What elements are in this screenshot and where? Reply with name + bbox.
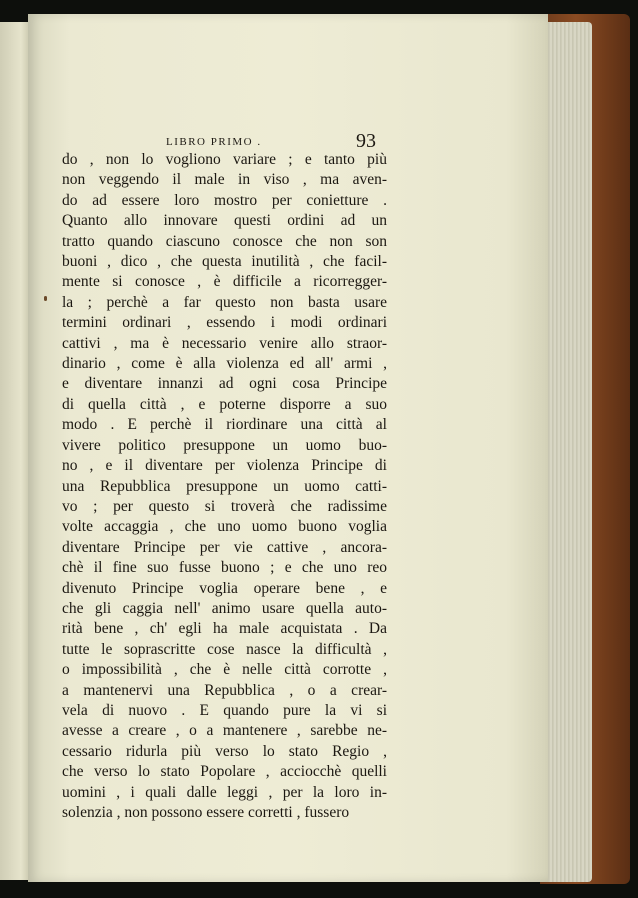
text-line: modo . E perchè il riordinare una città al	[62, 416, 387, 434]
text-line: cessario ridurla più verso lo stato Regio ,	[62, 742, 387, 760]
running-title: LIBRO PRIMO .	[166, 136, 262, 148]
text-line: uomini , i quali dalle leggi , per la loro in-	[62, 783, 387, 801]
body-text	[62, 150, 387, 823]
text-line: do , non lo vogliono variare ; e tanto più	[62, 151, 387, 168]
page-edges	[546, 22, 592, 882]
ink-mark	[44, 296, 47, 301]
text-line: di quella città , e poterne disporre a suo	[62, 395, 387, 413]
text-line: divenuto Principe voglia operare bene , e	[62, 579, 387, 597]
text-line: chè il fine suo fusse buono ; e che uno reo	[62, 559, 387, 577]
text-line: a mantenervi una Repubblica , o a crear-	[62, 681, 387, 699]
text-line: che gli caggia nell' animo usare quella auto-	[62, 599, 387, 617]
text-line: che verso lo stato Popolare , acciocchè quelli	[62, 763, 387, 781]
text-line: mente si conosce , è difficile a ricorregger-	[62, 273, 387, 291]
text-line: dinario , come è alla violenza ed all' armi ,	[62, 355, 387, 373]
text-line: no , e il diventare per violenza Principe di	[62, 457, 387, 475]
page-header	[166, 130, 376, 152]
page-number: 93	[356, 130, 376, 152]
text-line: vo ; per questo si troverà che radissime	[62, 497, 387, 515]
text-line: volte accaggia , che uno uomo buono voglia	[62, 518, 387, 536]
text-line: rità bene , ch' egli ha male acquistata . Da	[62, 620, 387, 638]
text-line: cattivi , ma è necessario venire allo straor-	[62, 334, 387, 352]
text-line: la ; perchè a far questo non basta usare	[62, 293, 387, 311]
text-line: tutte le soprascritte cose nasce la difficultà ,	[62, 640, 387, 658]
text-line: tratto quando ciascuno conosce che non son	[62, 232, 387, 250]
facing-page-edge	[0, 22, 30, 880]
text-line: o impossibilità , che è nelle città corrotte ,	[62, 661, 387, 679]
text-line: non veggendo il male in viso , ma aven-	[62, 171, 387, 189]
text-line: avesse a creare , o a mantenere , sarebbe ne-	[62, 722, 387, 740]
text-line: vivere politico presuppone un uomo buo-	[62, 436, 387, 454]
text-line: una Repubblica presuppone un uomo catti-	[62, 477, 387, 495]
text-line: vela di nuovo . E quando pure la vi si	[62, 701, 387, 719]
text-line: termini ordinari , essendo i modi ordinari	[62, 314, 387, 332]
text-line: buoni , dico , che questa inutilità , che facil-	[62, 253, 387, 271]
text-line: Quanto allo innovare questi ordini ad un	[62, 212, 387, 230]
text-line: solenzia , non possono essere corretti , fussero	[62, 804, 350, 821]
text-line: e diventare innanzi ad ogni cosa Principe	[62, 375, 387, 393]
text-line: diventare Principe per vie cattive , ancora-	[62, 538, 387, 556]
text-line: do ad essere loro mostro per conietture .	[62, 191, 387, 209]
